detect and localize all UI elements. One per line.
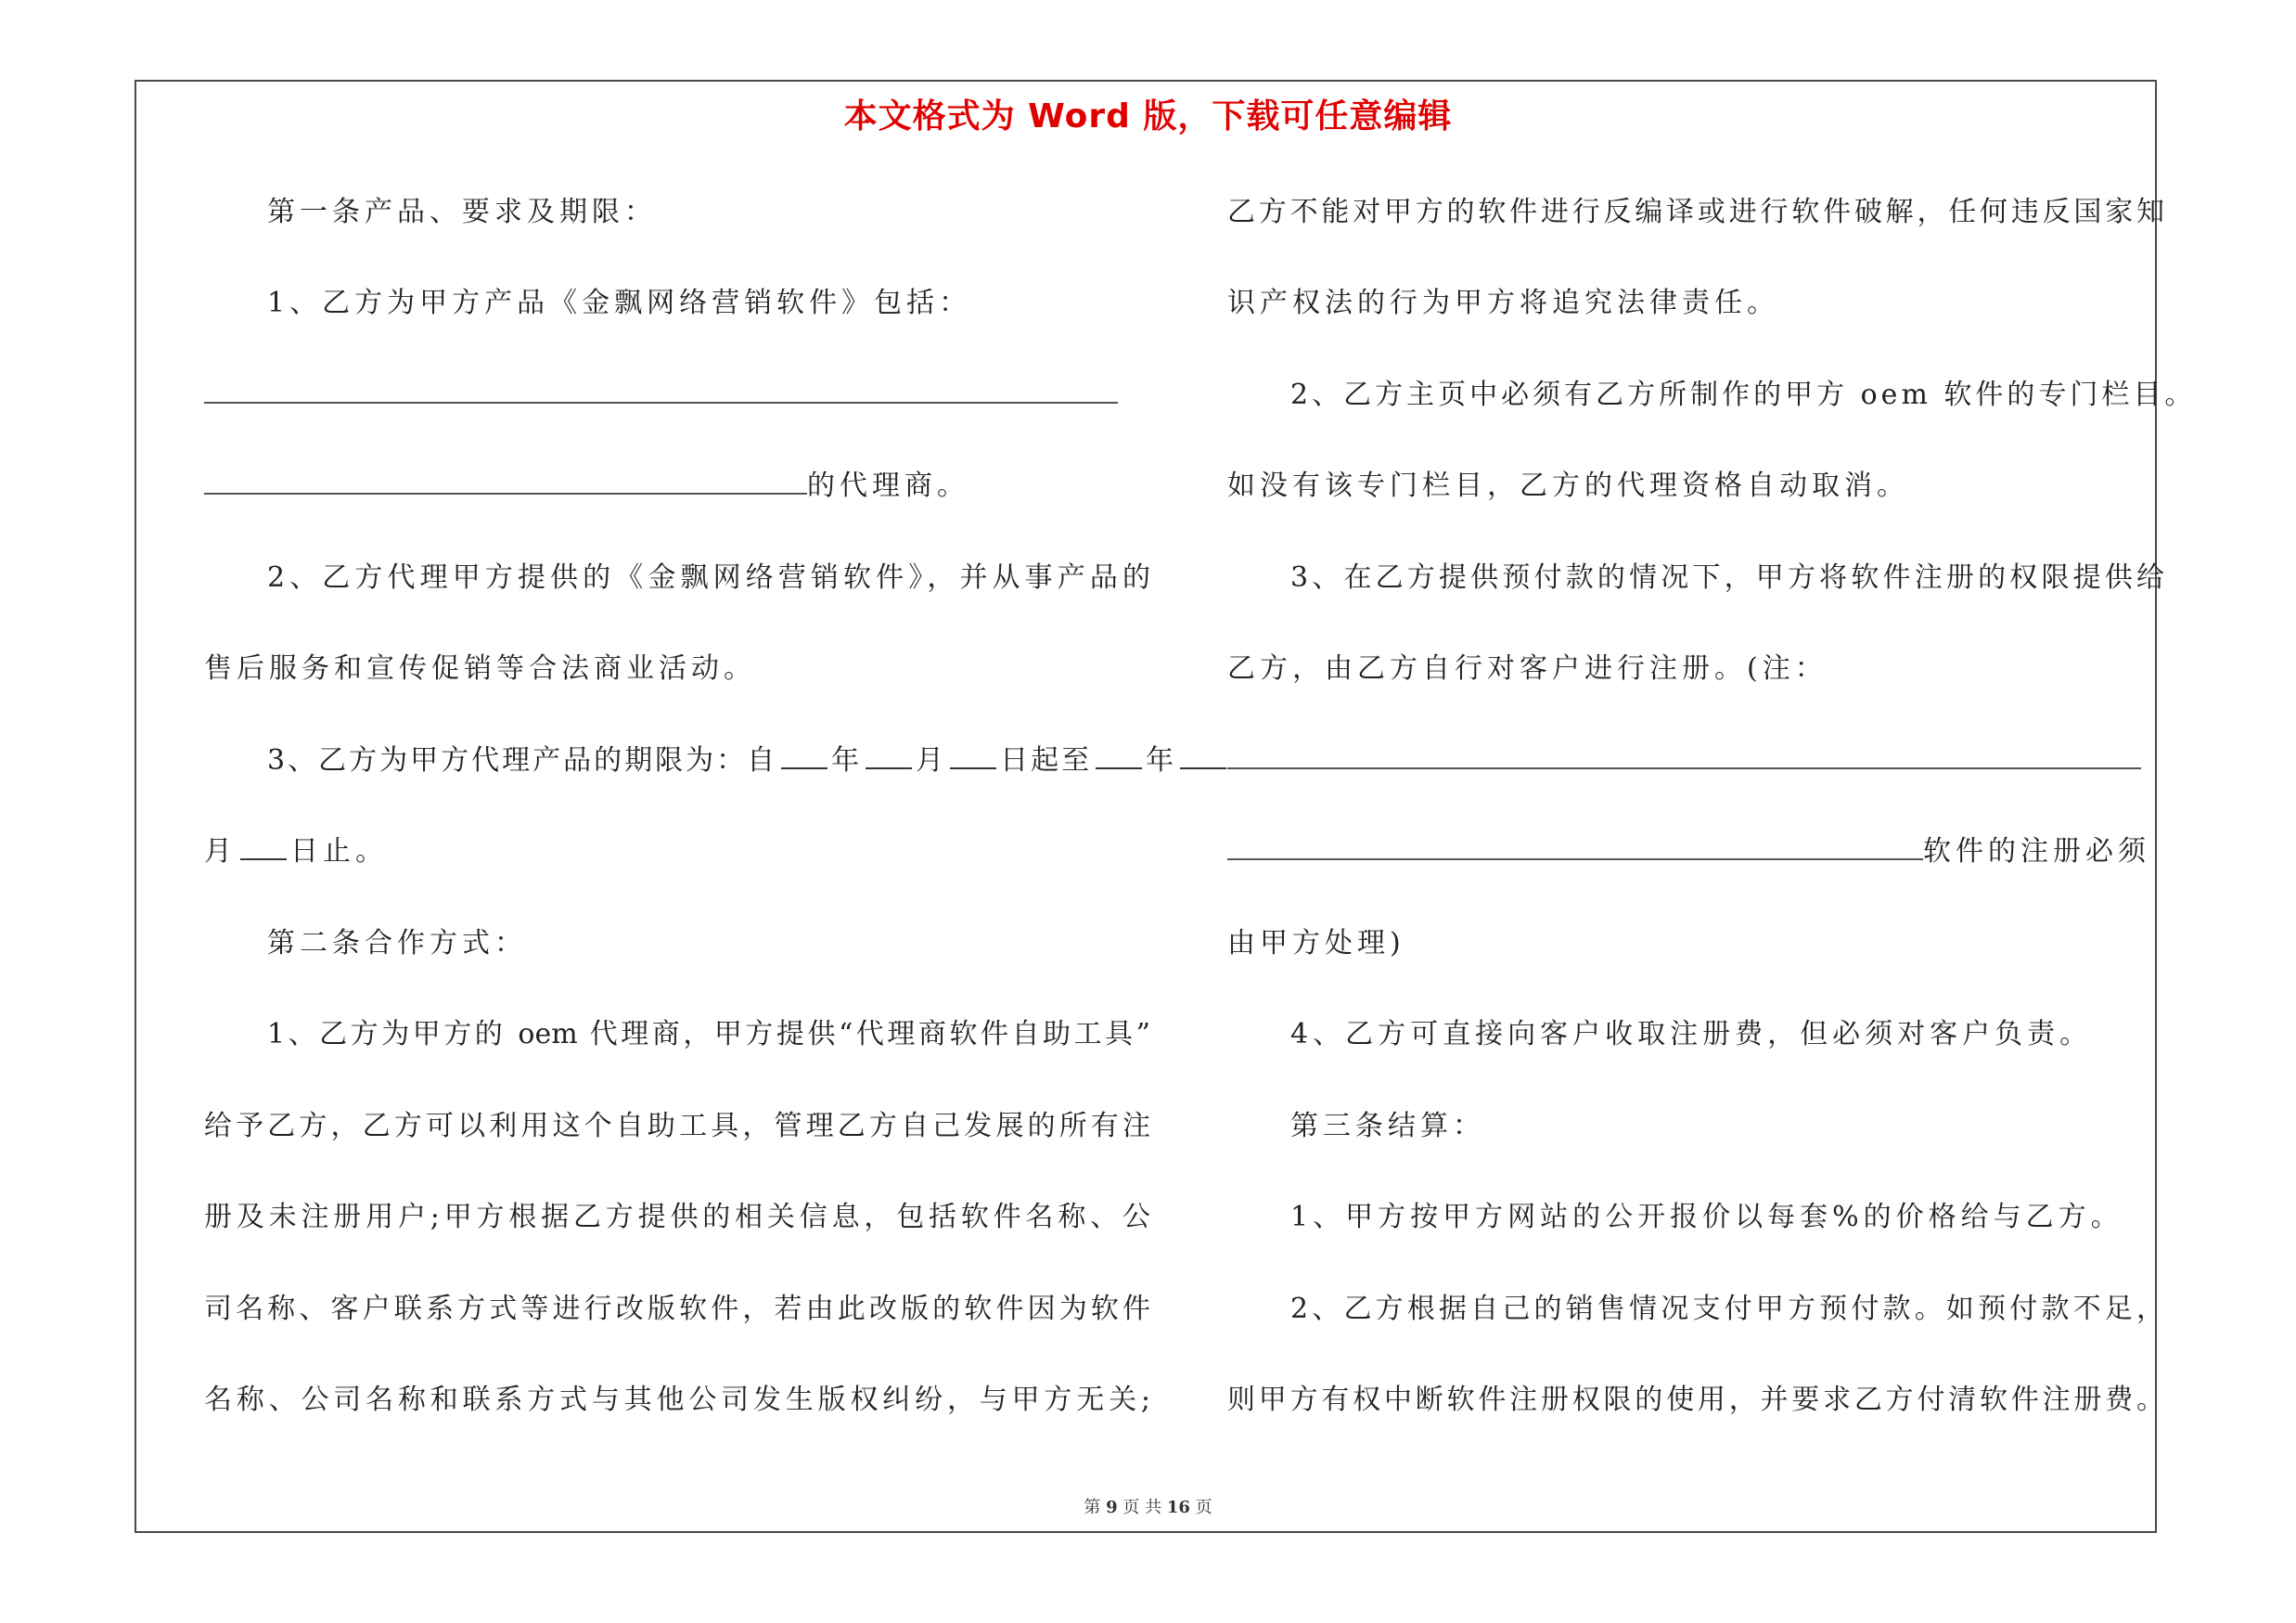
fill-blank-line <box>1227 742 2141 779</box>
text-segment: 年 <box>831 744 863 777</box>
paragraph-line: 2、乙方根据自己的销售情况支付甲方预付款。如预付款不足， <box>1290 1293 2164 1325</box>
page-number-middle: 页 共 <box>1122 1498 1162 1517</box>
paragraph-line: 识产权法的行为甲方将追究法律责任。 <box>1227 287 1779 319</box>
fill-blank <box>1227 747 2141 769</box>
paragraph-line: 售后服务和宣传促销等合法商业活动。 <box>204 652 756 685</box>
text-segment: 软件的注册必须 <box>1923 835 2150 868</box>
article-heading: 第三条结算： <box>1290 1110 1485 1142</box>
paragraph-line: 名称、公司名称和联系方式与其他公司发生版权纠纷，与甲方无关; <box>204 1384 1150 1416</box>
total-pages: 16 <box>1166 1498 1190 1517</box>
paragraph-line: 3、在乙方提供预付款的情况下，甲方将软件注册的权限提供给 <box>1290 561 2164 594</box>
text-segment: 年 <box>1146 744 1177 777</box>
current-page: 9 <box>1106 1498 1118 1517</box>
paragraph-line: 由甲方处理) <box>1227 927 1405 960</box>
paragraph-line: 2、乙方主页中必须有乙方所制作的甲方 oem 软件的专门栏目。 <box>1290 379 2197 411</box>
fill-blank <box>204 381 1118 404</box>
paragraph-line <box>1227 833 2150 870</box>
text-segment: 月 <box>916 744 947 777</box>
fill-blank <box>781 747 827 769</box>
paragraph-line: 1、乙方为甲方的 oem 代理商，甲方提供“代理商软件自助工具” <box>267 1018 1150 1050</box>
fill-blank <box>240 838 287 860</box>
paragraph-line <box>204 468 969 505</box>
banner-notice: 本文格式为 Word 版，下载可任意编辑 <box>843 97 1453 135</box>
text-segment: 日止。 <box>290 835 388 868</box>
paragraph-line: 给予乙方，乙方可以利用这个自助工具，管理乙方自己发展的所有注 <box>204 1110 1150 1142</box>
text-segment: 月 <box>204 835 237 868</box>
page-number-prefix: 第 <box>1084 1498 1101 1517</box>
article-heading: 第一条产品、要求及期限： <box>267 196 657 228</box>
fill-blank-line <box>204 377 1118 414</box>
paragraph-line: 乙方不能对甲方的软件进行反编译或进行软件破解，任何违反国家知 <box>1227 196 2164 228</box>
paragraph-line: 册及未注册用户;甲方根据乙方提供的相关信息，包括软件名称、公 <box>204 1201 1150 1233</box>
fill-blank <box>950 747 996 769</box>
paragraph-line: 如没有该专门栏目，乙方的代理资格自动取消。 <box>1227 470 1909 502</box>
fill-blank <box>1227 838 1923 860</box>
paragraph-line <box>267 742 1230 779</box>
paragraph-line: 则甲方有权中断软件注册权限的使用，并要求乙方付清软件注册费。 <box>1227 1384 2164 1416</box>
paragraph-line: 司名称、客户联系方式等进行改版软件，若由此改版的软件因为软件 <box>204 1293 1150 1325</box>
paragraph-line: 2、乙方代理甲方提供的《金飘网络营销软件》，并从事产品的 <box>267 561 1150 594</box>
paragraph-line <box>204 833 388 870</box>
paragraph-line: 乙方，由乙方自行对客户进行注册。(注： <box>1227 652 1828 685</box>
paragraph-line: 1、甲方按甲方网站的公开报价以每套%的价格给与乙方。 <box>1290 1201 2123 1233</box>
fill-blank <box>1180 747 1226 769</box>
text-segment: 3、乙方为甲方代理产品的期限为：自 <box>267 744 778 777</box>
text-segment: 日起至 <box>1000 744 1093 777</box>
page-number-suffix: 页 <box>1195 1498 1212 1517</box>
fill-blank <box>866 747 912 769</box>
fill-blank <box>204 472 807 495</box>
paragraph-line: 1、乙方为甲方产品《金飘网络营销软件》包括： <box>267 287 972 319</box>
page-number <box>0 1494 2296 1518</box>
article-heading: 第二条合作方式： <box>267 927 527 960</box>
paragraph-line: 4、乙方可直接向客户收取注册费，但必须对客户负责。 <box>1290 1018 2093 1050</box>
text-segment: 的代理商。 <box>807 470 969 502</box>
fill-blank <box>1096 747 1142 769</box>
